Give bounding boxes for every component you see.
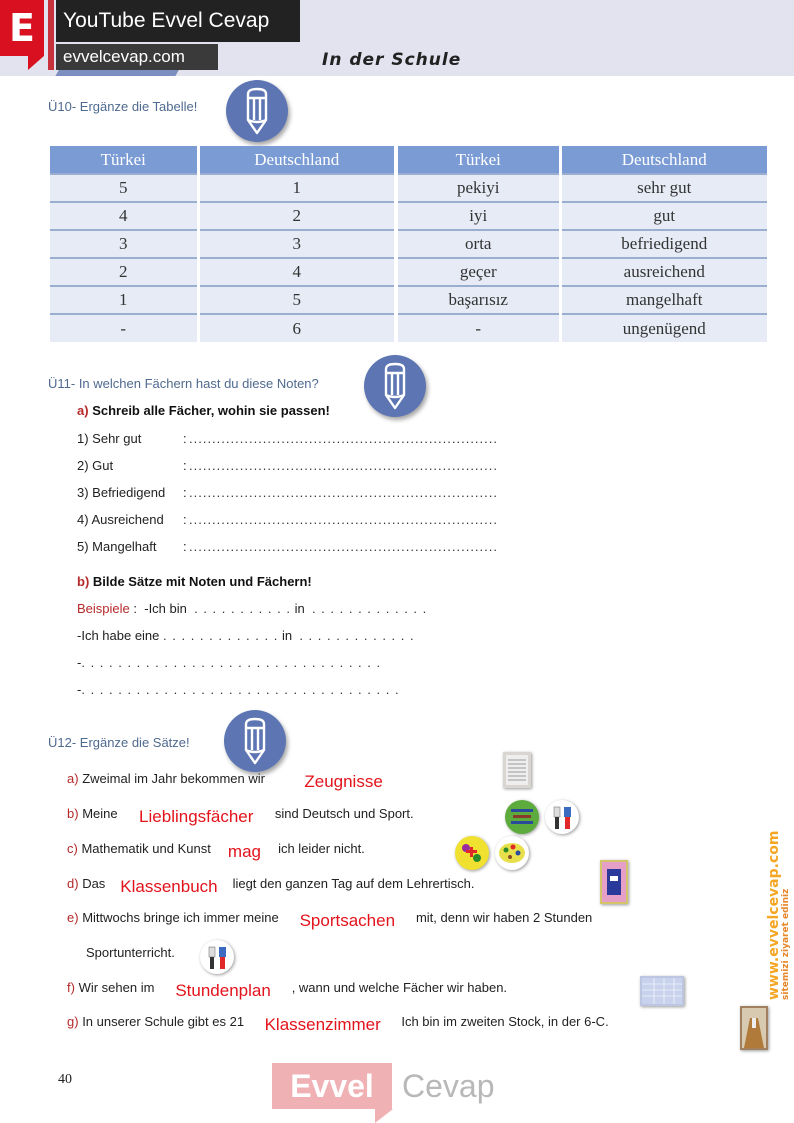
table-row — [50, 314, 767, 342]
table-cell: 1 — [50, 286, 198, 314]
pencil-icon — [226, 80, 288, 142]
timetable-image — [640, 976, 684, 1006]
separator: : — [183, 485, 187, 500]
answer-text: Sportsachen — [299, 911, 396, 930]
sentence-item — [67, 910, 592, 932]
fill-blank[interactable]: ................................................................... — [189, 485, 498, 500]
part-letter: a) — [77, 403, 89, 418]
item-letter: f) — [67, 980, 75, 995]
sentence-text: ich leider nicht. — [278, 841, 365, 856]
item-letter: a) — [67, 771, 79, 786]
sentence-text: Sportunterricht. — [86, 945, 175, 960]
answer-text: Klassenbuch — [120, 877, 218, 896]
sentence-text: Ich bin im zweiten Stock, in der 6-C. — [401, 1014, 609, 1029]
answer-blank[interactable] — [109, 876, 229, 898]
sentence-text: Zweimal im Jahr bekommen wir — [82, 771, 265, 786]
table-row — [50, 258, 767, 286]
table-cell: 2 — [50, 258, 198, 286]
report-card-image — [503, 752, 531, 788]
sentence-item — [67, 841, 365, 863]
grade-line-befriedigend — [77, 485, 719, 503]
sentence-text: sind Deutsch und Sport. — [274, 806, 414, 821]
brand-url[interactable]: evvelcevap.com — [56, 44, 218, 70]
watermark-text: www.evvelcevap.com — [766, 830, 782, 1000]
sentence-text: liegt den ganzen Tag auf dem Lehrertisch. — [232, 876, 475, 891]
u11-part-a-instruction — [77, 403, 330, 418]
table-cell: mangelhaft — [560, 286, 767, 314]
table-cell: 6 — [198, 314, 396, 342]
example-text: -Ich bin — [144, 601, 187, 616]
fill-blank[interactable]: . . . . . . . . . . . . . — [311, 601, 428, 616]
table-row — [50, 230, 767, 258]
example-line-2 — [77, 628, 415, 646]
sentence-text: Mittwochs bringe ich immer meine — [82, 910, 279, 925]
table-row — [50, 286, 767, 314]
table-cell: ausreichend — [560, 258, 767, 286]
item-letter: b) — [67, 806, 79, 821]
dash: - — [77, 655, 82, 670]
grade-label: 2) Gut — [77, 458, 114, 473]
sentence-line-3 — [77, 655, 381, 673]
table-cell: - — [50, 314, 198, 342]
sentence-item — [67, 876, 474, 898]
grade-label: 4) Ausreichend — [77, 512, 164, 527]
grade-line-sehr-gut — [77, 431, 719, 449]
table-cell: 5 — [50, 174, 198, 202]
fill-blank[interactable]: ................................................................... — [189, 539, 498, 554]
footer-logo-tail — [375, 1109, 393, 1123]
separator: : — [183, 539, 187, 554]
table-cell: başarısız — [396, 286, 560, 314]
table-cell: 5 — [198, 286, 396, 314]
words-image — [505, 800, 539, 834]
page-number: 40 — [58, 1072, 72, 1087]
column-header: Türkei — [396, 146, 560, 174]
chapter-title: In der Schule — [322, 50, 462, 70]
column-header: Deutschland — [198, 146, 396, 174]
table-cell: 4 — [50, 202, 198, 230]
watermark-text: sitemizi ziyaret ediniz — [781, 888, 791, 1000]
sentence-text: In unserer Schule gibt es 21 — [82, 1014, 245, 1029]
sentence-text: mit, denn wir haben 2 Stunden — [415, 910, 593, 925]
sentence-item — [86, 945, 175, 967]
table-cell: geçer — [396, 258, 560, 286]
part-text: Schreib alle Fächer, wohin sie passen! — [92, 403, 330, 418]
exercise-u10-title: Ü10- Ergänze die Tabelle! — [48, 99, 198, 114]
answer-blank[interactable] — [248, 1014, 398, 1036]
sentence-text: Das — [82, 876, 106, 891]
table-header-row — [50, 146, 767, 174]
table-cell: iyi — [396, 202, 560, 230]
item-letter: g) — [67, 1014, 79, 1029]
table-cell: 1 — [198, 174, 396, 202]
answer-text: Zeugnisse — [304, 772, 383, 791]
sentence-text: Meine — [82, 806, 118, 821]
brand-logo-tail — [28, 56, 44, 70]
sentence-item — [67, 806, 414, 828]
math-image — [455, 836, 489, 870]
table-cell: orta — [396, 230, 560, 258]
table-cell: befriedigend — [560, 230, 767, 258]
table-cell: 3 — [50, 230, 198, 258]
answer-text: Lieblingsfächer — [139, 807, 254, 826]
table-row — [50, 174, 767, 202]
item-letter: d) — [67, 876, 79, 891]
fill-blank[interactable]: ................................................................... — [189, 458, 498, 473]
answer-text: mag — [227, 842, 261, 861]
table-cell: - — [396, 314, 560, 342]
part-letter: b) — [77, 574, 90, 589]
grade-label: 3) Befriedigend — [77, 485, 166, 500]
brand-divider — [48, 0, 54, 70]
class-register-image — [600, 860, 628, 904]
table-cell: 3 — [198, 230, 396, 258]
grade-line-mangelhaft — [77, 539, 719, 557]
answer-text: Stundenplan — [175, 981, 271, 1000]
fill-blank[interactable]: . . . . . . . . . . . . . . . . . . . . . . . . . . . . . . . . . — [81, 655, 382, 670]
column-header: Türkei — [50, 146, 198, 174]
art-palette-image — [495, 836, 529, 870]
fill-blank[interactable]: . . . . . . . . . . . . . — [163, 628, 279, 643]
answer-text: Klassenzimmer — [264, 1015, 381, 1034]
separator: : — [183, 458, 187, 473]
example-text: in — [294, 601, 305, 616]
grade-label: 1) Sehr gut — [77, 431, 142, 446]
separator: : — [183, 431, 187, 446]
sentence-text: Mathematik und Kunst — [81, 841, 211, 856]
answer-blank[interactable] — [121, 806, 271, 828]
part-text: Bilde Sätze mit Noten und Fächern! — [92, 574, 312, 589]
answer-blank[interactable] — [158, 980, 288, 1002]
answer-blank[interactable] — [282, 910, 412, 932]
table-cell: pekiyi — [396, 174, 560, 202]
answer-blank[interactable] — [214, 841, 274, 863]
beispiele-label: Beispiele — [77, 601, 130, 616]
sentence-item — [67, 1014, 609, 1036]
example-line-1 — [77, 601, 427, 619]
dash: - — [77, 682, 82, 697]
separator: : — [183, 512, 187, 527]
grade-line-ausreichend — [77, 512, 719, 530]
sentence-text: , wann und welche Fächer wir haben. — [291, 980, 508, 995]
table-row — [50, 202, 767, 230]
exercise-u11-title: Ü11- In welchen Fächern hast du diese Noten? — [48, 376, 319, 391]
sentence-item — [67, 980, 507, 1002]
table-cell: gut — [560, 202, 767, 230]
fill-blank[interactable]: ................................................................... — [189, 512, 498, 527]
sports-clothes-image — [200, 940, 234, 974]
table-cell: ungenügend — [560, 314, 767, 342]
table-cell: 2 — [198, 202, 396, 230]
sentence-line-4 — [77, 682, 400, 700]
sentence-item — [67, 771, 419, 793]
u11-part-b-instruction — [77, 574, 312, 589]
footer-logo-evvel: Evvel — [272, 1063, 392, 1109]
item-letter: e) — [67, 910, 79, 925]
grade-label: 5) Mangelhaft — [77, 539, 157, 554]
example-text: in — [281, 628, 293, 643]
grades-table — [50, 146, 767, 342]
example-text: -Ich habe eine — [77, 628, 160, 643]
sentence-text: Wir sehen im — [78, 980, 155, 995]
column-header: Deutschland — [560, 146, 767, 174]
pencil-icon — [364, 355, 426, 417]
pencil-icon — [224, 710, 286, 772]
separator: : — [129, 601, 137, 616]
fill-blank[interactable]: . . . . . . . . . . . . . — [299, 628, 415, 643]
brand-title: YouTube Evvel Cevap — [56, 0, 300, 42]
fill-blank[interactable]: . . . . . . . . . . . . . . . . . . . . . . . . . . . . . . . . . . . — [81, 682, 400, 697]
item-letter: c) — [67, 841, 78, 856]
sports-clothes-image — [545, 800, 579, 834]
footer-logo-cevap: Cevap — [402, 1068, 495, 1104]
brand-logo-icon: E — [0, 0, 44, 56]
fill-blank[interactable]: . . . . . . . . . . . — [194, 601, 291, 616]
answer-blank[interactable] — [269, 771, 419, 793]
fill-blank[interactable]: ................................................................... — [189, 431, 498, 446]
table-cell: 4 — [198, 258, 396, 286]
grade-line-gut — [77, 458, 719, 476]
exercise-u12-title: Ü12- Ergänze die Sätze! — [48, 735, 190, 750]
school-corridor-image — [740, 1006, 768, 1050]
table-cell: sehr gut — [560, 174, 767, 202]
